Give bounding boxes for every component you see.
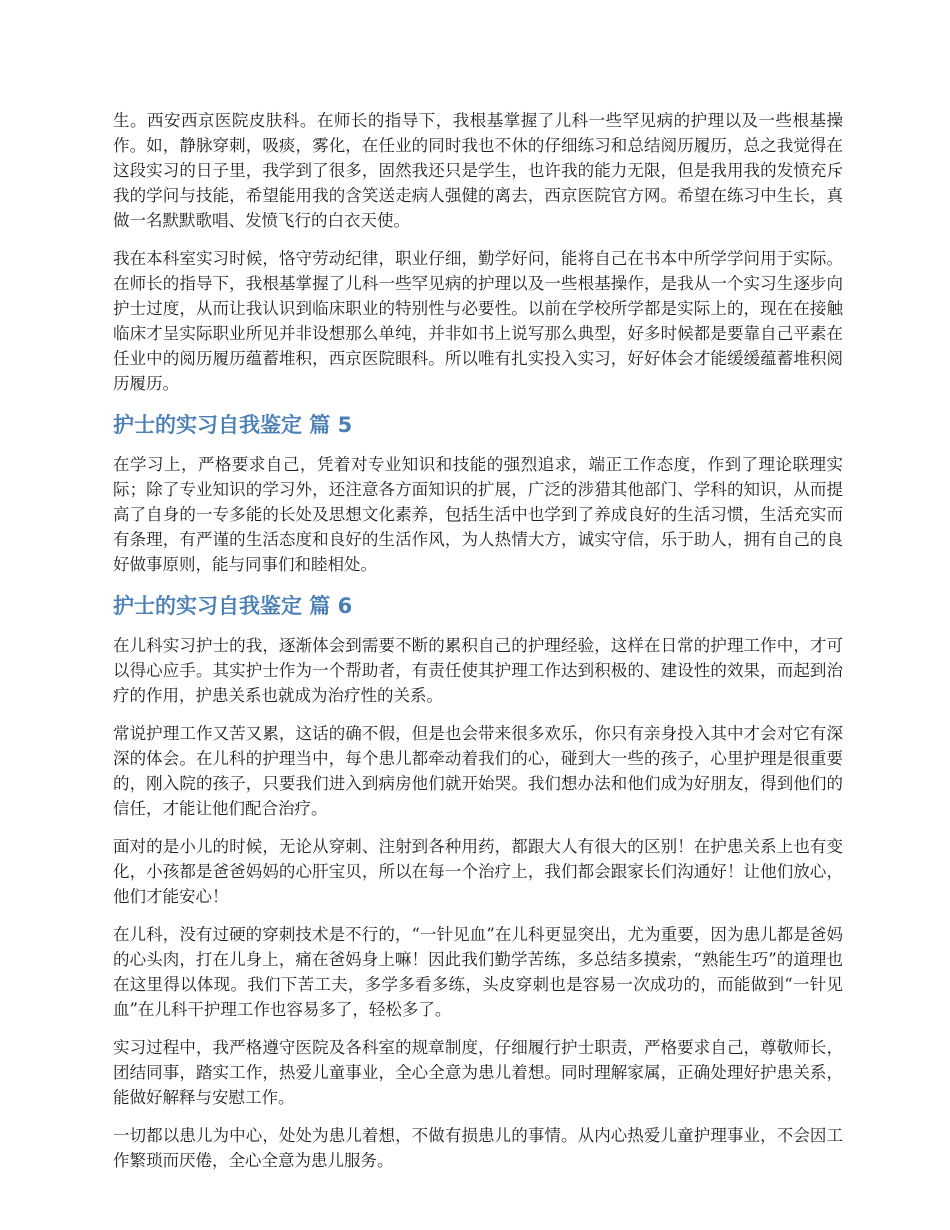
section-6-heading: 护士的实习自我鉴定 篇 6 [113,594,353,618]
section-5-paragraph-1: 在学习上，严格要求自己，凭着对专业知识和技能的强烈追求，端正工作态度，作到了理论联理实际；除了专业知识的学习外，还注意各方面知识的扩展，广泛的涉猎其他部门、学科的知识，从而提高了自身的一专多能的长处及思想文化素养，包括生活中也学到了养成良好的生活习惯，生活充实而有条理，有严谨的生活态度和良好的生活作风，为人热情大方，诚实守信，乐于助人，拥有自己的良好做事原则，能与同事们和睦相处。 [113,455,843,574]
section-6-paragraph-1: 在儿科实习护士的我，逐渐体会到需要不断的累积自己的护理经验，这样在日常的护理工作中，才可以得心应手。其实护士作为一个帮助者，有责任使其护理工作达到积极的、建设性的效果，而起到治疗的作用，护患关系也就成为治疗性的关系。 [113,636,843,705]
intro-paragraph-2: 我在本科室实习时候，恪守劳动纪律，职业仔细，勤学好问，能将自己在书本中所学学问用于实际。在师长的指导下，我根基掌握了儿科一些罕见病的护理以及一些根基操作，是我从一个实习生逐步向护士过度，从而让我认识到临床职业的特别性与必要性。以前在学校所学都是实际上的，现在在接触临床才呈实际职业所见并非设想那么单纯，并非如书上说写那么典型，好多时候都是要靠自己平素在任业中的阅历履历蕴蓄堆积，西京医院眼科。所以唯有扎实投入实习，好好体会才能缓缓蕴蓄堆积阅历履历。 [113,249,843,393]
intro-paragraph-1: 生。西安西京医院皮肤科。在师长的指导下，我根基掌握了儿科一些罕见病的护理以及一些根基操作。如，静脉穿刺，吸痰，雾化，在任业的同时我也不休的仔细练习和总结阅历履历，总之我觉得在这段实习的日子里，我学到了很多，固然我还只是学生，也许我的能力无限，但是我用我的发愤充斥我的学问与技能，希望能用我的含笑送走病人强健的离去，西京医院官方网。希望在练习中生长，真做一名默默歌唱、发愤飞行的白衣天使。 [113,111,843,230]
section-6-paragraph-5: 实习过程中，我严格遵守医院及各科室的规章制度，仔细履行护士职责，严格要求自己，尊敬师长，团结同事，踏实工作，热爱儿童事业，全心全意为患儿着想。同时理解家属，正确处理好护患关系，能做好解释与安慰工作。 [113,1038,843,1107]
section-6-paragraph-3: 面对的是小儿的时候，无论从穿刺、注射到各种用药，都跟大人有很大的区别！在护患关系上也有变化，小孩都是爸爸妈妈的心肝宝贝，所以在每一个治疗上，我们都会跟家长们沟通好！让他们放心，他们才能安心！ [113,837,843,906]
section-6-paragraph-6: 一切都以患儿为中心，处处为患儿着想，不做有损患儿的事情。从内心热爱儿童护理事业，不会因工作繁琐而厌倦，全心全意为患儿服务。 [113,1126,843,1170]
section-5-heading: 护士的实习自我鉴定 篇 5 [113,413,353,437]
section-6-paragraph-2: 常说护理工作又苦又累，这话的确不假，但是也会带来很多欢乐，你只有亲身投入其中才会对它有深深的体会。在儿科的护理当中，每个患儿都牵动着我们的心，碰到大一些的孩子，心里护理是很重要的，刚入院的孩子，只要我们进入到病房他们就开始哭。我们想办法和他们成为好朋友，得到他们的信任，才能让他们配合治疗。 [113,724,843,818]
section-6-paragraph-4: 在儿科，没有过硬的穿刺技术是不行的，“一针见血”在儿科更显突出，尤为重要，因为患儿都是爸妈的心头肉，打在儿身上，痛在爸妈身上嘛！因此我们勤学苦练，多总结多摸索，“熟能生巧”的道理也在这里得以体现。我们下苦工夫，多学多看多练，头皮穿刺也是容易一次成功的，而能做到“一针见血”在儿科干护理工作也容易多了，轻松多了。 [113,925,843,1019]
document-page [113,108,843,1186]
